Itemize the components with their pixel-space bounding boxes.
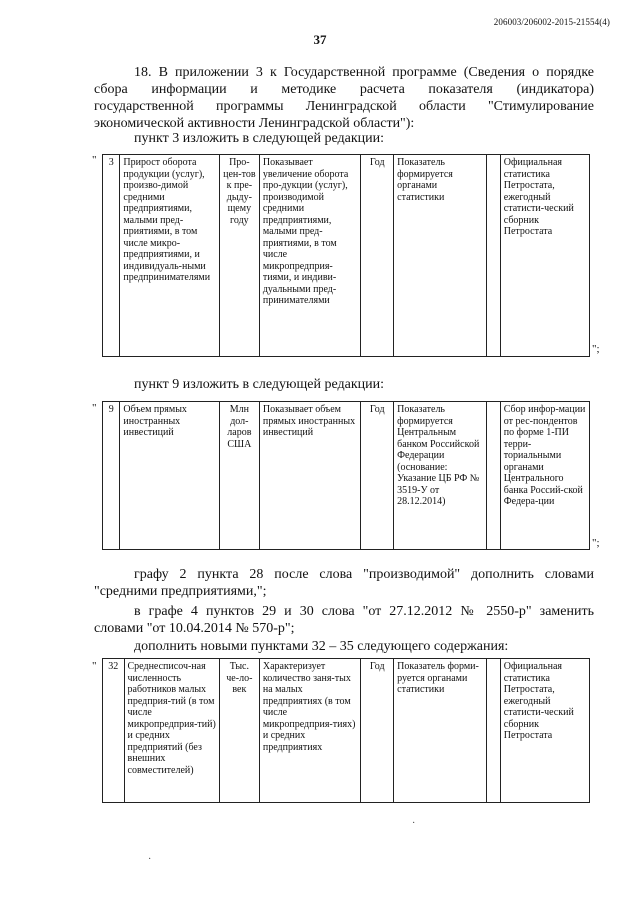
paragraph-line: словами "от 10.04.2014 № 570-р"; xyxy=(94,621,295,636)
paragraph-line: сбора информации и методике расчета показателя (индикатора) xyxy=(94,82,594,97)
paragraph-line: 18. В приложении 3 к Государственной программе (Сведения о порядке xyxy=(134,65,594,80)
open-quote: " xyxy=(92,154,97,166)
cell-description: Характеризует количество заня-тых на малых предприятиях (в том числе микропредприя-тиях) и средних предприятиях xyxy=(259,659,361,803)
cell-unit: Про-цен-тов к пре-дыду-щему году xyxy=(219,155,259,357)
cell-indicator: Среднесписоч-ная численность работников малых предприя-тий (в том числе микропредприя-тий) и средних предприятий (без внешних совместителей) xyxy=(124,659,219,803)
open-quote: " xyxy=(92,402,97,414)
cell-number: 3 xyxy=(103,155,120,357)
scan-speck: · xyxy=(412,818,416,829)
paragraph-line: государственной программы Ленинградской области "Стимулирование xyxy=(94,99,594,114)
page-number: 37 xyxy=(313,32,327,47)
point-3-intro: пункт 3 изложить в следующей редакции: xyxy=(134,131,384,146)
table-row xyxy=(103,155,590,357)
paragraph-line: в графе 4 пунктов 29 и 30 слова "от 27.12.2012 № 2550-р" заменить xyxy=(134,604,594,619)
paragraph-line: экономической активности Ленинградской области"): xyxy=(94,116,415,131)
cell-empty xyxy=(487,402,500,550)
cell-source: Сбор инфор-мации от рес-пондентов по форме 1-ПИ терри-ториальными органами Центрального банка Россий-ской Федера-ции xyxy=(500,402,589,550)
cell-method: Показатель форми-руется органами статистики xyxy=(394,659,487,803)
cell-description: Показывает увеличение оборота про-дукции (услуг), производимой средними предприятиями, малыми пред-приятиями, в том числе микропредприя-тиями, и индиви-дуальными пред-принимателями xyxy=(259,155,361,357)
scan-speck: · xyxy=(148,854,152,865)
table-point-9 xyxy=(102,401,590,550)
cell-period: Год xyxy=(361,155,394,357)
cell-method: Показатель формируется органами статистики xyxy=(394,155,487,357)
cell-period: Год xyxy=(361,402,394,550)
cell-unit: Млн дол-ларов США xyxy=(219,402,259,550)
cell-period: Год xyxy=(361,659,394,803)
close-quote: "; xyxy=(592,343,600,355)
table-point-32 xyxy=(102,658,590,803)
cell-indicator: Прирост оборота продукции (услуг), произво-димой средними предприятиями, малыми пред-приятиями, в том числе микро-предприятиями, и индивидуаль-ными предпринимателями xyxy=(120,155,219,357)
paragraph-column-4 xyxy=(94,603,594,637)
add-points-intro: дополнить новыми пунктами 32 – 35 следующего содержания: xyxy=(134,639,509,654)
cell-source: Официальная статистика Петростата, ежегодный статисти-ческий сборник Петростата xyxy=(500,659,589,803)
paragraph-line: "средними предприятиями,"; xyxy=(94,584,267,599)
close-quote: "; xyxy=(592,537,600,549)
cell-number: 9 xyxy=(103,402,120,550)
cell-empty xyxy=(487,659,500,803)
cell-unit: Тыс. че-ло-век xyxy=(219,659,259,803)
table-point-3 xyxy=(102,154,590,357)
cell-method: Показатель формируется Центральным банком Российской Федерации (основание: Указание ЦБ РФ № 3519-У от 28.12.2014) xyxy=(394,402,487,550)
document-number: 206003/206002-2015-21554(4) xyxy=(493,17,610,27)
open-quote: " xyxy=(92,660,97,672)
cell-source: Официальная статистика Петростата, ежегодный статисти-ческий сборник Петростата xyxy=(500,155,589,357)
table-row xyxy=(103,659,590,803)
cell-empty xyxy=(487,155,500,357)
cell-description: Показывает объем прямых иностранных инвестиций xyxy=(259,402,361,550)
table-row xyxy=(103,402,590,550)
point-9-intro: пункт 9 изложить в следующей редакции: xyxy=(134,377,384,392)
cell-indicator: Объем прямых иностранных инвестиций xyxy=(120,402,219,550)
paragraph-column-28 xyxy=(94,566,594,600)
paragraph-18 xyxy=(94,64,594,132)
cell-number: 32 xyxy=(103,659,125,803)
paragraph-line: графу 2 пункта 28 после слова "производимой" дополнить словами xyxy=(134,567,594,582)
